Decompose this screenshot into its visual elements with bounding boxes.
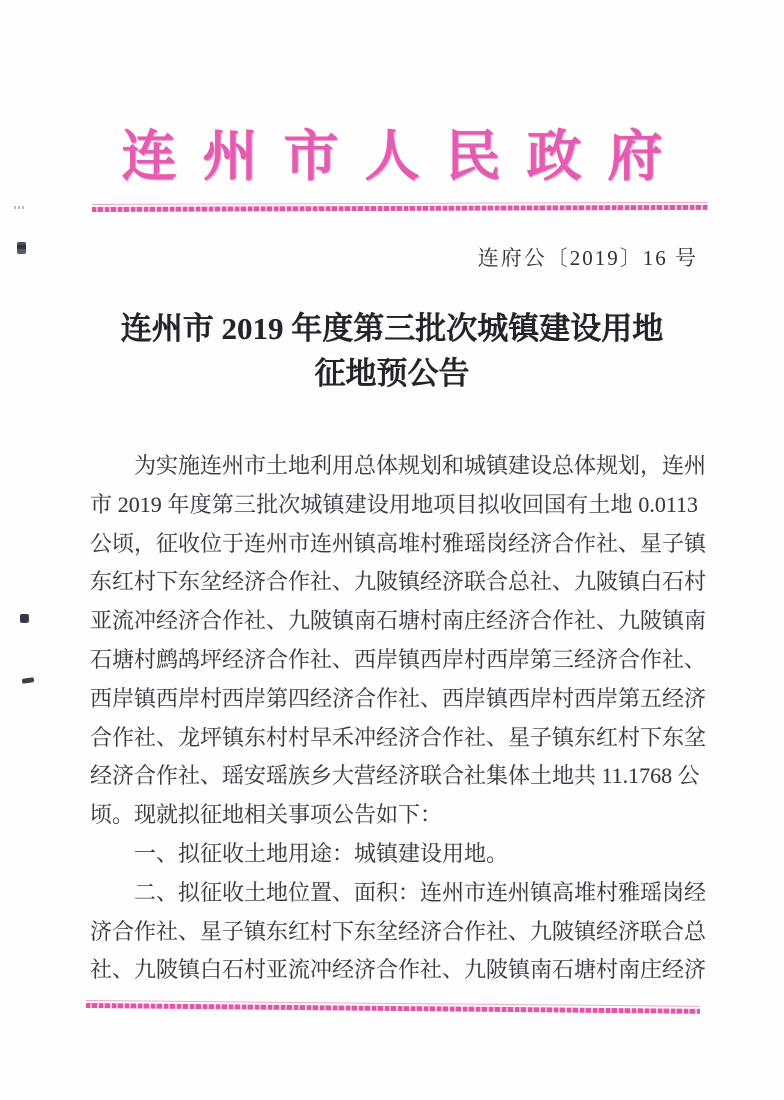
document-number: 连府公〔2019〕16 号 (477, 246, 698, 270)
body-line: 济合作社、星子镇东红村下东坌经济合作社、九陂镇经济联合总 (90, 918, 707, 944)
body-line: 西岸镇西岸村西岸第四经济合作社、西岸镇西岸村西岸第五经济 (90, 685, 707, 711)
body-line: 顷。现就拟征地相关事项公告如下： (90, 802, 443, 828)
body-line: 经济合作社、瑶安瑶族乡大营经济联合社集体土地共 11.1768 公 (90, 763, 700, 789)
body-line: 亚流冲经济合作社、九陂镇南石塘村南庄经济合作社、九陂镇南 (90, 608, 707, 634)
body-line: 合作社、龙坪镇东村村早禾冲经济合作社、星子镇东红村下东坌 (90, 724, 707, 750)
letterhead-agency-name: 连州市人民政府 (121, 126, 689, 187)
document-title-line2: 征地预公告 (314, 356, 470, 391)
body-line: 为实施连州市土地利用总体规划和城镇建设总体规划，连州 (134, 453, 707, 478)
scan-artifact (20, 614, 29, 623)
body-line: 公顷，征收位于连州市连州镇高堆村雅瑶岗经济合作社、星子镇 (90, 530, 707, 556)
body-line: 社、九陂镇白石村亚流冲经济合作社、九陂镇南石塘村南庄经济 (90, 957, 707, 983)
footer-divider-line (86, 1003, 700, 1014)
letterhead-divider-line (92, 205, 708, 212)
scan-artifact (14, 206, 26, 209)
body-line: 市 2019 年度第三批次城镇建设用地项目拟收回国有土地 0.0113 (90, 491, 698, 517)
scan-artifact (17, 242, 26, 254)
document-body (90, 447, 707, 990)
body-line: 二、拟征收土地位置、面积：连州市连州镇高堆村雅瑶岗经 (134, 879, 707, 905)
scan-artifact (22, 677, 35, 684)
body-line: 东红村下东坌经济合作社、九陂镇经济联合总社、九陂镇白石村 (90, 569, 707, 595)
document-title (0, 306, 784, 396)
body-line: 石塘村鹧鸪坪经济合作社、西岸镇西岸村西岸第三经济合作社、 (90, 646, 707, 672)
body-line: 一、拟征收土地用途：城镇建设用地。 (134, 840, 509, 866)
document-title-line1: 连州市 2019 年度第三批次城镇建设用地 (120, 311, 664, 346)
